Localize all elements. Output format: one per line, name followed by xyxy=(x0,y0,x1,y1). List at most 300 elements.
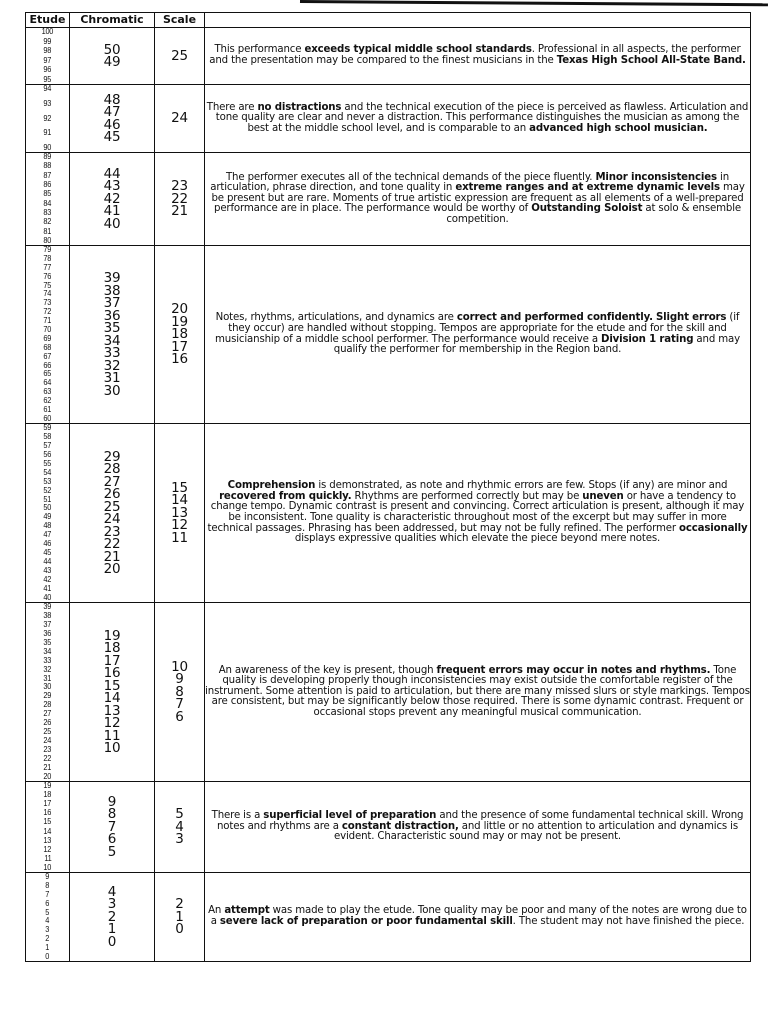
scale-score-cell xyxy=(155,424,205,603)
description-emphasis: Minor inconsistencies xyxy=(595,171,717,183)
scale-score: 23 xyxy=(171,178,188,195)
description-text: Notes, rhythms, articulations, and dynamics are xyxy=(215,312,457,324)
chromatic-score: 18 xyxy=(103,640,121,656)
chromatic-score: 45 xyxy=(103,129,121,145)
etude-score-list xyxy=(26,603,69,781)
etude-score: 22 xyxy=(43,753,52,763)
performance-description xyxy=(205,906,750,927)
etude-score: 66 xyxy=(43,360,52,370)
etude-score: 95 xyxy=(43,74,52,84)
description-text: Tone quality is developing properly though inconsistencies may exist outside the comfortable register of the instrument. Some attention is paid to articulation, but there are many missed slurs or style markings. Tempos are consistent, but may be significantly below those required. There is some dynamic contrast. Frequent or occasional stops prevent any meaningful musical communication. xyxy=(205,664,750,718)
scale-score: 1 xyxy=(175,908,184,925)
chromatic-score-list xyxy=(70,883,154,950)
performance-description xyxy=(205,313,750,355)
chromatic-score: 37 xyxy=(103,295,121,311)
chromatic-score: 24 xyxy=(103,511,121,527)
performance-description xyxy=(205,173,750,226)
chromatic-score: 0 xyxy=(107,933,117,950)
etude-score: 14 xyxy=(43,826,52,836)
chromatic-score: 16 xyxy=(103,665,121,681)
etude-score: 40 xyxy=(43,592,52,602)
description-text: Rhythms are performed correctly but may be xyxy=(351,490,583,502)
chromatic-score: 27 xyxy=(103,473,121,490)
performance-description xyxy=(205,666,750,719)
description-text: is demonstrated, as note and rhythmic errors are few. Stops (if any) are minor and xyxy=(315,480,728,492)
scale-score: 3 xyxy=(175,831,184,848)
chromatic-score: 21 xyxy=(103,548,121,565)
rubric-row xyxy=(26,28,751,85)
description-text: in articulation, phrase direction, and tone quality in xyxy=(210,171,730,194)
etude-score-cell xyxy=(26,873,70,962)
etude-score: 58 xyxy=(43,431,52,441)
description-text: . The student may not have finished the piece. xyxy=(512,916,745,927)
etude-score: 8 xyxy=(45,880,50,890)
description-text: An xyxy=(208,905,225,917)
chromatic-score: 26 xyxy=(103,486,121,502)
chromatic-score: 10 xyxy=(103,740,121,756)
description-emphasis: Slight errors xyxy=(655,312,727,324)
etude-score: 80 xyxy=(43,235,52,245)
etude-score: 79 xyxy=(43,245,52,254)
chromatic-score-list xyxy=(70,793,154,860)
chromatic-score: 30 xyxy=(103,382,121,399)
etude-score: 39 xyxy=(43,602,52,611)
chromatic-score-list xyxy=(70,627,154,756)
etude-score: 16 xyxy=(43,808,52,818)
description-emphasis: severe lack of preparation or poor fundamental skill xyxy=(219,916,513,927)
etude-score: 28 xyxy=(43,700,52,710)
etude-score: 78 xyxy=(43,253,52,263)
etude-score: 11 xyxy=(43,853,52,863)
etude-score-cell xyxy=(26,424,70,603)
performance-description-cell xyxy=(205,85,751,153)
etude-score: 70 xyxy=(43,325,52,335)
scale-score: 21 xyxy=(171,203,188,220)
chromatic-score-cell xyxy=(70,28,155,85)
etude-score: 41 xyxy=(43,583,52,593)
etude-score-cell xyxy=(26,603,70,782)
etude-score: 25 xyxy=(43,727,52,737)
etude-score: 76 xyxy=(43,271,52,281)
chromatic-score: 34 xyxy=(103,332,121,349)
header-row xyxy=(26,13,751,28)
etude-score: 23 xyxy=(43,745,52,754)
etude-score: 17 xyxy=(43,799,52,809)
etude-score: 42 xyxy=(43,574,52,584)
chromatic-score: 23 xyxy=(103,523,121,540)
performance-description xyxy=(205,45,750,66)
performance-description xyxy=(205,103,750,135)
scale-score: 4 xyxy=(175,818,184,835)
chromatic-score: 25 xyxy=(103,498,121,515)
description-emphasis: no distractions xyxy=(257,101,342,113)
etude-score: 83 xyxy=(43,207,52,217)
etude-score-cell xyxy=(26,85,70,153)
scale-score: 5 xyxy=(175,806,184,823)
etude-score: 13 xyxy=(43,835,52,845)
performance-description-cell xyxy=(205,153,751,246)
chromatic-score-list xyxy=(70,165,154,232)
scale-score-list xyxy=(155,303,204,366)
scale-score: 8 xyxy=(175,683,184,700)
scale-score: 11 xyxy=(171,529,188,546)
etude-score: 1 xyxy=(45,943,50,952)
description-text: and little or no attention to articulation and dynamics is evident. Characteristic sound may or may not be present. xyxy=(333,820,738,843)
etude-score: 98 xyxy=(43,46,52,56)
chromatic-score: 17 xyxy=(103,652,121,669)
etude-score: 69 xyxy=(43,333,52,343)
description-emphasis: attempt xyxy=(224,905,270,917)
description-text: This performance xyxy=(214,44,305,56)
scale-score-list xyxy=(155,658,204,725)
etude-score-cell xyxy=(26,782,70,873)
header-scale: Scale xyxy=(155,13,205,28)
scale-score: 19 xyxy=(171,313,188,330)
scale-score-cell xyxy=(155,782,205,873)
etude-score-list xyxy=(26,246,69,423)
scale-score: 25 xyxy=(171,47,188,64)
etude-score: 64 xyxy=(43,378,52,388)
performance-description-cell xyxy=(205,28,751,85)
chromatic-score-cell xyxy=(70,873,155,962)
description-emphasis: extreme ranges and at extreme dynamic levels xyxy=(455,182,720,194)
etude-score: 67 xyxy=(43,351,52,361)
description-text: may be present but are rare. Moments of true artistic expression are frequent as all elements of a well-prepared performance are in place. The performance would be worthy of xyxy=(211,182,745,215)
etude-score: 55 xyxy=(43,458,52,468)
performance-description-cell xyxy=(205,246,751,424)
etude-score: 89 xyxy=(43,152,52,161)
description-emphasis: correct and performed confidently. xyxy=(456,312,653,324)
scale-score: 24 xyxy=(171,110,188,127)
etude-score: 37 xyxy=(43,619,52,629)
performance-description-cell xyxy=(205,603,751,782)
etude-score: 9 xyxy=(45,872,50,881)
description-text: was made to play the etude. Tone quality may be poor and many of the notes are wrong due to a xyxy=(210,905,747,927)
chromatic-score-list xyxy=(70,91,154,145)
scale-score-list xyxy=(155,112,204,125)
etude-score: 97 xyxy=(43,55,52,65)
etude-score: 50 xyxy=(43,503,52,513)
chromatic-score: 36 xyxy=(103,307,121,324)
chromatic-score: 43 xyxy=(103,178,121,195)
etude-score: 6 xyxy=(45,898,50,908)
etude-score: 24 xyxy=(43,736,52,746)
etude-score: 53 xyxy=(43,476,52,486)
etude-score: 12 xyxy=(43,844,52,854)
etude-score-cell xyxy=(26,28,70,85)
scale-score: 17 xyxy=(171,338,188,355)
etude-score: 20 xyxy=(43,771,52,781)
etude-score: 61 xyxy=(43,405,52,415)
scale-score-cell xyxy=(155,153,205,246)
scale-score-cell xyxy=(155,85,205,153)
rubric-row xyxy=(26,424,751,603)
etude-score: 100 xyxy=(41,27,54,36)
etude-score-list xyxy=(26,85,69,152)
chromatic-score: 22 xyxy=(103,536,121,552)
chromatic-score: 42 xyxy=(103,190,121,207)
scale-score-cell xyxy=(155,873,205,962)
etude-score: 29 xyxy=(43,691,52,701)
etude-score-list xyxy=(26,873,69,961)
description-text: displays expressive qualities which elevate the piece beyond mere notes. xyxy=(294,533,661,545)
rubric-row xyxy=(26,246,751,424)
chromatic-score: 14 xyxy=(103,690,121,706)
description-emphasis: uneven xyxy=(582,490,624,502)
etude-score: 71 xyxy=(43,316,52,326)
scale-score: 6 xyxy=(175,708,184,725)
chromatic-score: 6 xyxy=(107,831,117,848)
description-text: There are xyxy=(206,101,258,113)
description-text: or have a tendency to change tempo. Dynamic contrast is present and convincing. Correct articulation is present, although it may be inconsistent. Tone quality is characteristic throughout most of the excerpt but may suffer in more technical passages. Phrasing has been addressed, but may not be fully refined. The performer xyxy=(207,490,745,534)
scoring-rubric-table xyxy=(25,12,751,962)
description-emphasis: Comprehension xyxy=(227,480,316,492)
chromatic-score-cell xyxy=(70,85,155,153)
scale-score: 16 xyxy=(171,351,188,368)
etude-score: 3 xyxy=(45,925,50,935)
etude-score: 81 xyxy=(43,226,52,236)
scale-score: 7 xyxy=(175,696,184,713)
chromatic-score-cell xyxy=(70,603,155,782)
etude-score: 46 xyxy=(43,539,52,549)
chromatic-score: 28 xyxy=(103,461,121,477)
chromatic-score: 33 xyxy=(103,345,121,361)
chromatic-score: 41 xyxy=(103,203,121,220)
rubric-row xyxy=(26,603,751,782)
chromatic-score: 38 xyxy=(103,282,121,299)
etude-score: 93 xyxy=(43,98,52,108)
etude-score: 54 xyxy=(43,467,52,477)
page-edge-line xyxy=(300,0,768,6)
chromatic-score: 19 xyxy=(103,627,121,644)
etude-score-list xyxy=(26,153,69,245)
chromatic-score: 1 xyxy=(107,921,117,938)
etude-score: 90 xyxy=(43,143,52,152)
etude-score-list xyxy=(26,424,69,602)
etude-score: 87 xyxy=(43,170,52,180)
chromatic-score: 11 xyxy=(103,727,121,744)
chromatic-score-list xyxy=(70,272,154,397)
etude-score: 47 xyxy=(43,530,52,540)
description-text: There is a xyxy=(211,810,264,822)
chromatic-score: 48 xyxy=(103,91,121,108)
scale-score-cell xyxy=(155,246,205,424)
etude-score: 62 xyxy=(43,396,52,406)
performance-description-cell xyxy=(205,782,751,873)
description-emphasis: recovered from quickly. xyxy=(219,490,352,502)
chromatic-score: 31 xyxy=(103,370,121,386)
etude-score: 92 xyxy=(43,113,52,123)
etude-score-cell xyxy=(26,246,70,424)
description-text: . Professional in all aspects, the performer and the presentation may be compared to the finest musicians in the xyxy=(209,44,741,66)
etude-score: 31 xyxy=(43,673,52,683)
chromatic-score: 12 xyxy=(103,715,121,731)
etude-score: 51 xyxy=(43,494,52,504)
chromatic-score: 35 xyxy=(103,320,121,336)
etude-score: 32 xyxy=(43,664,52,674)
description-text: The performer executes all of the technical demands of the piece fluently. xyxy=(225,171,596,183)
etude-score: 63 xyxy=(43,387,52,397)
etude-score: 43 xyxy=(43,566,52,575)
etude-score: 56 xyxy=(43,449,52,459)
etude-score: 73 xyxy=(43,298,52,308)
etude-score-list xyxy=(26,28,69,84)
chromatic-score: 7 xyxy=(107,818,117,835)
description-text: (if they occur) are handled without stopping. Tempos are appropriate for the etude and for the skill and musicianship of a middle school performer. The performance would receive a xyxy=(215,312,740,345)
etude-score: 30 xyxy=(43,682,52,692)
chromatic-score: 9 xyxy=(107,793,117,810)
description-text: and may qualify the performer for membership in the Region band. xyxy=(333,333,740,356)
etude-score: 7 xyxy=(45,889,50,899)
chromatic-score: 15 xyxy=(103,677,121,694)
etude-score: 36 xyxy=(43,628,52,638)
etude-score: 15 xyxy=(43,817,52,827)
scale-score: 12 xyxy=(171,517,188,534)
etude-score: 26 xyxy=(43,718,52,728)
description-emphasis: Division 1 rating xyxy=(601,333,694,345)
chromatic-score: 32 xyxy=(103,357,121,374)
chromatic-score: 44 xyxy=(103,165,121,182)
etude-score: 38 xyxy=(43,610,52,620)
chromatic-score-cell xyxy=(70,153,155,246)
etude-score-cell xyxy=(26,153,70,246)
scale-score: 0 xyxy=(175,921,184,938)
etude-score: 33 xyxy=(43,655,52,665)
etude-score: 91 xyxy=(43,128,52,138)
rubric-row xyxy=(26,782,751,873)
etude-score: 44 xyxy=(43,557,52,567)
description-emphasis: Texas High School All-State Band. xyxy=(556,55,746,66)
etude-score: 21 xyxy=(43,762,52,772)
chromatic-score: 13 xyxy=(103,702,121,719)
description-text: and the presence of some fundamental technical skill. Wrong notes and rhythms are a xyxy=(216,810,744,832)
etude-score: 99 xyxy=(43,36,52,46)
chromatic-score: 39 xyxy=(103,270,121,286)
etude-score: 94 xyxy=(43,84,52,93)
etude-score: 65 xyxy=(43,369,52,379)
header-etude: Etude xyxy=(26,13,70,28)
etude-score: 4 xyxy=(45,916,50,926)
etude-score: 68 xyxy=(43,342,52,352)
scale-score-cell xyxy=(155,603,205,782)
etude-score: 18 xyxy=(43,790,52,800)
description-emphasis: occasionally xyxy=(679,522,748,534)
description-emphasis: exceeds typical middle school standards xyxy=(304,44,532,56)
etude-score: 52 xyxy=(43,485,52,495)
scale-score-list xyxy=(155,47,204,64)
description-emphasis: frequent errors may occur in notes and rhythms. xyxy=(436,664,711,676)
rubric-row xyxy=(26,873,751,962)
rubric-body xyxy=(26,28,751,962)
scale-score: 20 xyxy=(171,301,188,318)
etude-score: 85 xyxy=(43,189,52,199)
etude-score: 88 xyxy=(43,161,52,171)
description-emphasis: constant distraction, xyxy=(341,820,459,832)
scale-score-list xyxy=(155,808,204,846)
description-emphasis: superficial level of preparation xyxy=(263,810,437,822)
chromatic-score: 46 xyxy=(103,116,121,133)
performance-description-cell xyxy=(205,873,751,962)
etude-score: 19 xyxy=(43,781,52,790)
scale-score-list xyxy=(155,898,204,936)
rubric-row xyxy=(26,85,751,153)
scale-score: 2 xyxy=(175,896,184,913)
scale-score-list xyxy=(155,180,204,218)
header-chromatic: Chromatic xyxy=(70,13,155,28)
description-text: and the technical execution of the piece is perceived as flawless. Articulation and tone quality are clear and never a distraction. This performance distinguishes the musician as among the best at the middle school level, and is comparable to an xyxy=(215,101,749,134)
etude-score: 59 xyxy=(43,423,52,432)
scale-score-list xyxy=(155,479,204,546)
etude-score: 34 xyxy=(43,646,52,656)
chromatic-score-list xyxy=(70,41,154,70)
performance-description-cell xyxy=(205,424,751,603)
chromatic-score: 20 xyxy=(103,561,121,577)
etude-score: 45 xyxy=(43,548,52,558)
chromatic-score: 40 xyxy=(103,215,121,232)
etude-score: 2 xyxy=(45,934,50,944)
chromatic-score: 49 xyxy=(103,54,121,70)
etude-score: 74 xyxy=(43,289,52,299)
etude-score: 5 xyxy=(45,907,50,917)
chromatic-score: 2 xyxy=(107,908,117,925)
chromatic-score-cell xyxy=(70,782,155,873)
performance-description xyxy=(205,811,750,843)
chromatic-score-list xyxy=(70,448,154,577)
chromatic-score: 47 xyxy=(103,104,121,120)
scale-score: 13 xyxy=(171,504,188,521)
etude-score: 35 xyxy=(43,637,52,647)
etude-score: 49 xyxy=(43,512,52,522)
rubric-row xyxy=(26,153,751,246)
chromatic-score-cell xyxy=(70,246,155,424)
scale-score: 14 xyxy=(171,492,188,509)
scale-score: 18 xyxy=(171,326,188,343)
etude-score: 0 xyxy=(45,951,50,961)
chromatic-score: 3 xyxy=(107,896,117,913)
etude-score: 96 xyxy=(43,65,52,75)
description-emphasis: Outstanding Soloist xyxy=(531,203,643,215)
chromatic-score: 50 xyxy=(103,41,121,58)
chromatic-score: 8 xyxy=(107,806,117,823)
scale-score: 9 xyxy=(175,671,184,688)
description-text: at solo & ensemble competition. xyxy=(446,203,741,225)
etude-score: 77 xyxy=(43,262,52,272)
etude-score: 60 xyxy=(43,413,52,423)
scale-score-cell xyxy=(155,28,205,85)
description-emphasis: advanced high school musician. xyxy=(529,122,708,134)
header-description xyxy=(205,13,751,28)
etude-score: 84 xyxy=(43,198,52,208)
scale-score: 22 xyxy=(171,190,188,207)
performance-description xyxy=(205,481,750,545)
chromatic-score: 4 xyxy=(107,883,117,900)
chromatic-score-cell xyxy=(70,424,155,603)
etude-score: 57 xyxy=(43,440,52,450)
etude-score: 72 xyxy=(43,307,52,317)
etude-score: 82 xyxy=(43,217,52,227)
etude-score: 86 xyxy=(43,179,52,189)
etude-score: 27 xyxy=(43,709,52,719)
description-text: An awareness of the key is present, though xyxy=(218,664,437,676)
etude-score: 10 xyxy=(43,862,52,872)
scale-score: 15 xyxy=(171,479,188,496)
etude-score: 75 xyxy=(43,280,52,290)
scale-score: 10 xyxy=(171,658,188,675)
etude-score-list xyxy=(26,782,69,872)
etude-score: 48 xyxy=(43,521,52,531)
chromatic-score: 5 xyxy=(107,843,117,860)
chromatic-score: 29 xyxy=(103,448,121,465)
